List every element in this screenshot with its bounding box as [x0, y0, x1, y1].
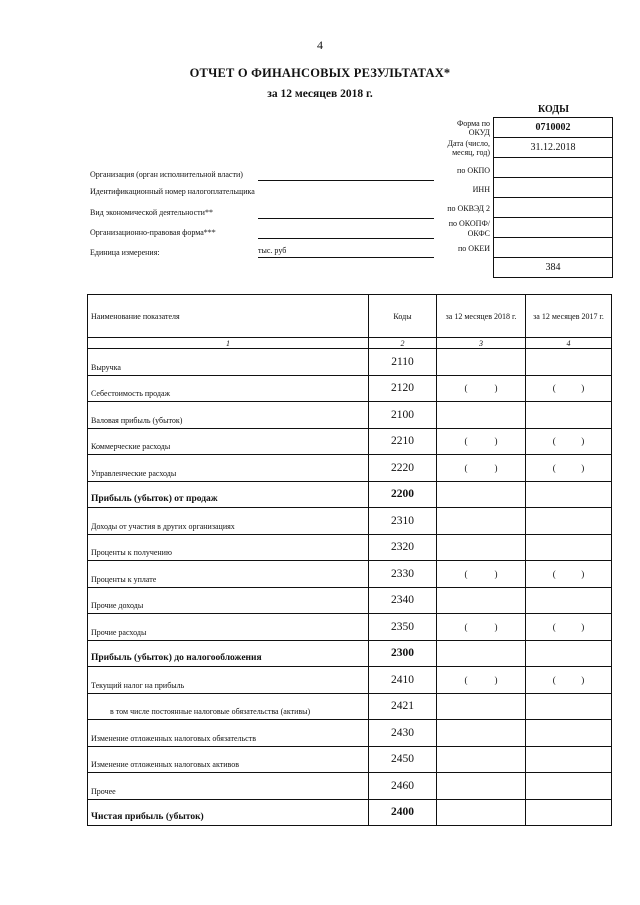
activity-line: [258, 218, 434, 219]
paren-close: ): [494, 674, 498, 685]
okei-label: по ОКЕИ: [457, 244, 490, 253]
row-code: 2210: [369, 428, 437, 455]
table-row: [88, 640, 612, 667]
row-name: Прочие расходы: [88, 614, 369, 641]
tax-id-label: Идентификационный номер налогоплательщика: [90, 187, 255, 196]
row-value-2017: [526, 720, 612, 747]
row-name: Прибыль (убыток) до налогообложения: [88, 640, 369, 667]
table-row: [88, 587, 612, 614]
codes-heading: КОДЫ: [538, 104, 569, 115]
row-value-2018: [437, 561, 526, 588]
row-name: Изменение отложенных налоговых обязательств: [88, 720, 369, 747]
row-name: Прочее: [88, 773, 369, 800]
table-row: [88, 534, 612, 561]
col-header-2017: за 12 месяцев 2017 г.: [526, 295, 612, 338]
row-value-2017: [526, 587, 612, 614]
table-row: [88, 508, 612, 535]
row-name: Чистая прибыль (убыток): [88, 799, 369, 826]
row-code: 2410: [369, 667, 437, 694]
column-number-row: [88, 338, 612, 349]
row-code: 2300: [369, 640, 437, 667]
date-label-1: Дата (число,: [447, 139, 490, 148]
organization-label: Организация (орган исполнительной власти): [90, 170, 243, 179]
paren-open: (: [464, 621, 468, 632]
row-value-2017: [526, 349, 612, 376]
row-value-2017: [526, 773, 612, 800]
paren-open: (: [552, 621, 556, 632]
paren-open: (: [464, 674, 468, 685]
paren-open: (: [552, 674, 556, 685]
row-name: в том числе постоянные налоговые обязательства (активы): [88, 693, 369, 720]
row-code: 2340: [369, 587, 437, 614]
legal-form-label: Организационно-правовая форма***: [90, 228, 216, 237]
paren-open: (: [464, 462, 468, 473]
codes-box: [493, 117, 613, 278]
report-title: ОТЧЕТ О ФИНАНСОВЫХ РЕЗУЛЬТАТАХ*: [189, 66, 451, 80]
row-value-2018: [437, 428, 526, 455]
page-number: 4: [317, 38, 323, 52]
paren-close: ): [494, 383, 498, 394]
paren-open: (: [552, 568, 556, 579]
inn-label: ИНН: [472, 185, 490, 194]
col-header-2018: за 12 месяцев 2018 г.: [437, 295, 526, 338]
row-value-2017: [526, 428, 612, 455]
table-row: [88, 799, 612, 826]
row-name: Доходы от участия в других организациях: [88, 508, 369, 535]
okpo-label: по ОКПО: [457, 166, 490, 175]
paren-close: ): [494, 568, 498, 579]
row-name: Текущий налог на прибыль: [88, 667, 369, 694]
organization-line: [258, 180, 434, 181]
table-row: [88, 667, 612, 694]
col-header-name: Наименование показателя: [88, 295, 369, 338]
row-value-2017: [526, 640, 612, 667]
table-row: [88, 428, 612, 455]
paren-open: (: [464, 568, 468, 579]
row-value-2017: [526, 693, 612, 720]
col-number-4: 4: [526, 338, 612, 349]
table-header-row: [88, 295, 612, 338]
paren-close: ): [581, 383, 585, 394]
row-value-2018: [437, 402, 526, 429]
okved-label: по ОКВЭД 2: [447, 204, 490, 213]
paren-open: (: [464, 383, 468, 394]
col-number-2: 2: [369, 338, 437, 349]
row-value-2017: [526, 561, 612, 588]
paren-close: ): [581, 568, 585, 579]
row-value-2018: [437, 481, 526, 508]
okud-label-1: Форма по: [456, 119, 490, 128]
row-value-2017: [526, 375, 612, 402]
financial-results-table: [87, 294, 612, 826]
activity-label: Вид экономической деятельности**: [90, 208, 213, 217]
okopf-label: по ОКОПФ/: [448, 219, 490, 228]
table-row: [88, 720, 612, 747]
row-name: Проценты к уплате: [88, 561, 369, 588]
table-row: [88, 455, 612, 482]
okud-label-2: ОКУД: [468, 128, 490, 137]
row-value-2017: [526, 455, 612, 482]
row-name: Проценты к получению: [88, 534, 369, 561]
row-name: Прочие доходы: [88, 587, 369, 614]
table-row: [88, 746, 612, 773]
row-value-2017: [526, 481, 612, 508]
row-value-2018: [437, 508, 526, 535]
row-value-2018: [437, 693, 526, 720]
row-value-2018: [437, 720, 526, 747]
row-name: Коммерческие расходы: [88, 428, 369, 455]
row-value-2018: [437, 587, 526, 614]
paren-close: ): [494, 462, 498, 473]
row-value-2018: [437, 614, 526, 641]
row-value-2017: [526, 614, 612, 641]
table-row: [88, 561, 612, 588]
inn-value: [494, 178, 612, 198]
paren-close: ): [494, 436, 498, 447]
paren-open: (: [464, 436, 468, 447]
table-row: [88, 481, 612, 508]
row-name: Управленческие расходы: [88, 455, 369, 482]
row-value-2018: [437, 375, 526, 402]
row-code: 2450: [369, 746, 437, 773]
paren-close: ): [494, 621, 498, 632]
row-code: 2330: [369, 561, 437, 588]
row-value-2018: [437, 667, 526, 694]
row-value-2017: [526, 746, 612, 773]
row-name: Валовая прибыль (убыток): [88, 402, 369, 429]
row-code: 2320: [369, 534, 437, 561]
unit-line: [258, 257, 434, 258]
row-value-2018: [437, 773, 526, 800]
row-code: 2220: [369, 455, 437, 482]
paren-close: ): [581, 436, 585, 447]
unit-value: тыс. руб: [258, 246, 287, 255]
row-code: 2350: [369, 614, 437, 641]
paren-close: ): [581, 462, 585, 473]
row-code: 2421: [369, 693, 437, 720]
row-code: 2120: [369, 375, 437, 402]
col-number-1: 1: [88, 338, 369, 349]
row-name: Прибыль (убыток) от продаж: [88, 481, 369, 508]
paren-open: (: [552, 462, 556, 473]
row-value-2017: [526, 534, 612, 561]
row-code: 2200: [369, 481, 437, 508]
paren-open: (: [552, 436, 556, 447]
okved-value: [494, 198, 612, 218]
row-code: 2400: [369, 799, 437, 826]
row-value-2017: [526, 667, 612, 694]
row-value-2017: [526, 402, 612, 429]
paren-open: (: [552, 383, 556, 394]
row-code: 2110: [369, 349, 437, 376]
col-number-3: 3: [437, 338, 526, 349]
date-label-2: месяц, год): [452, 148, 490, 157]
table-row: [88, 773, 612, 800]
paren-close: ): [581, 674, 585, 685]
row-name: Изменение отложенных налоговых активов: [88, 746, 369, 773]
legal-form-line: [258, 238, 434, 239]
okpo-value: [494, 158, 612, 178]
date-value: 31.12.2018: [494, 138, 612, 158]
row-code: 2100: [369, 402, 437, 429]
row-value-2018: [437, 349, 526, 376]
paren-close: ): [581, 621, 585, 632]
okopf-value: [494, 218, 612, 238]
row-value-2018: [437, 746, 526, 773]
row-code: 2310: [369, 508, 437, 535]
col-header-code: Коды: [369, 295, 437, 338]
okfs-label: ОКФС: [467, 229, 490, 238]
row-value-2018: [437, 640, 526, 667]
unit-label: Единица измерения:: [90, 248, 160, 257]
row-value-2018: [437, 534, 526, 561]
table-row: [88, 693, 612, 720]
okei-value: 384: [545, 262, 561, 273]
row-name: Выручка: [88, 349, 369, 376]
row-value-2017: [526, 799, 612, 826]
table-row: [88, 614, 612, 641]
row-value-2017: [526, 508, 612, 535]
table-row: [88, 402, 612, 429]
row-value-2018: [437, 455, 526, 482]
okud-value: 0710002: [494, 118, 612, 138]
table-row: [88, 349, 612, 376]
report-period: за 12 месяцев 2018 г.: [267, 88, 373, 100]
row-code: 2460: [369, 773, 437, 800]
row-name: Себестоимость продаж: [88, 375, 369, 402]
okfs-value: [494, 238, 612, 258]
row-code: 2430: [369, 720, 437, 747]
row-value-2018: [437, 799, 526, 826]
table-row: [88, 375, 612, 402]
